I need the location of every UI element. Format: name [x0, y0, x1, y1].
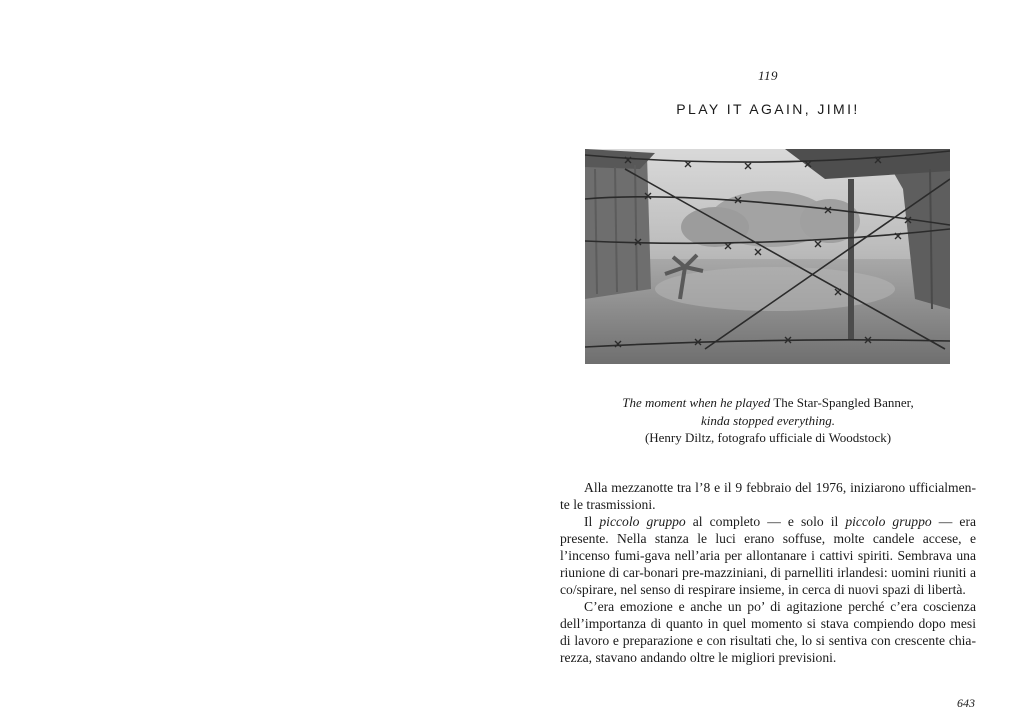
- paragraph-3: C’era emozione e anche un po’ di agitazione perché c’era coscienza dell’importanza di quanto in quel momento si stava compiendo dopo mesi di lavoro e preparazione e con risultati che, lo si sentiva con crescente chia-rezza, stavano andando oltre le migliori previsioni.: [560, 599, 976, 665]
- body-text: [560, 479, 976, 666]
- chapter-number: 119: [757, 68, 779, 83]
- photo-caption: [560, 394, 976, 447]
- paragraph-2: Il piccolo gruppo al completo — e solo il piccolo gruppo — era presente. Nella stanza le luci erano soffuse, molte candele accese, e l’incenso fumi-gava nell’aria per allontanare i cattivi spiriti. Sembrava una riunione di car-bonari pre-mazziniani, di parnelliti irlandesi: uomini riuniti a co/spirare, nel senso di respirare insieme, in cerca di nuovi spazi di libertà.: [560, 514, 977, 597]
- barbed-wire-photo: [585, 149, 950, 364]
- caption-credit: (Henry Diltz, fotografo ufficiale di Woodstock): [644, 430, 892, 445]
- paragraph-1: Alla mezzanotte tra l’8 e il 9 febbraio del 1976, iniziarono ufficialmen-te le trasmissioni.: [560, 480, 976, 512]
- caption-line-1: The moment when he played The Star-Spangled Banner,: [622, 395, 914, 410]
- caption-line-2: kinda stopped everything.: [701, 412, 835, 428]
- chapter-title: PLAY IT AGAIN, JIMI!: [676, 101, 860, 117]
- page-number: 643: [957, 696, 975, 710]
